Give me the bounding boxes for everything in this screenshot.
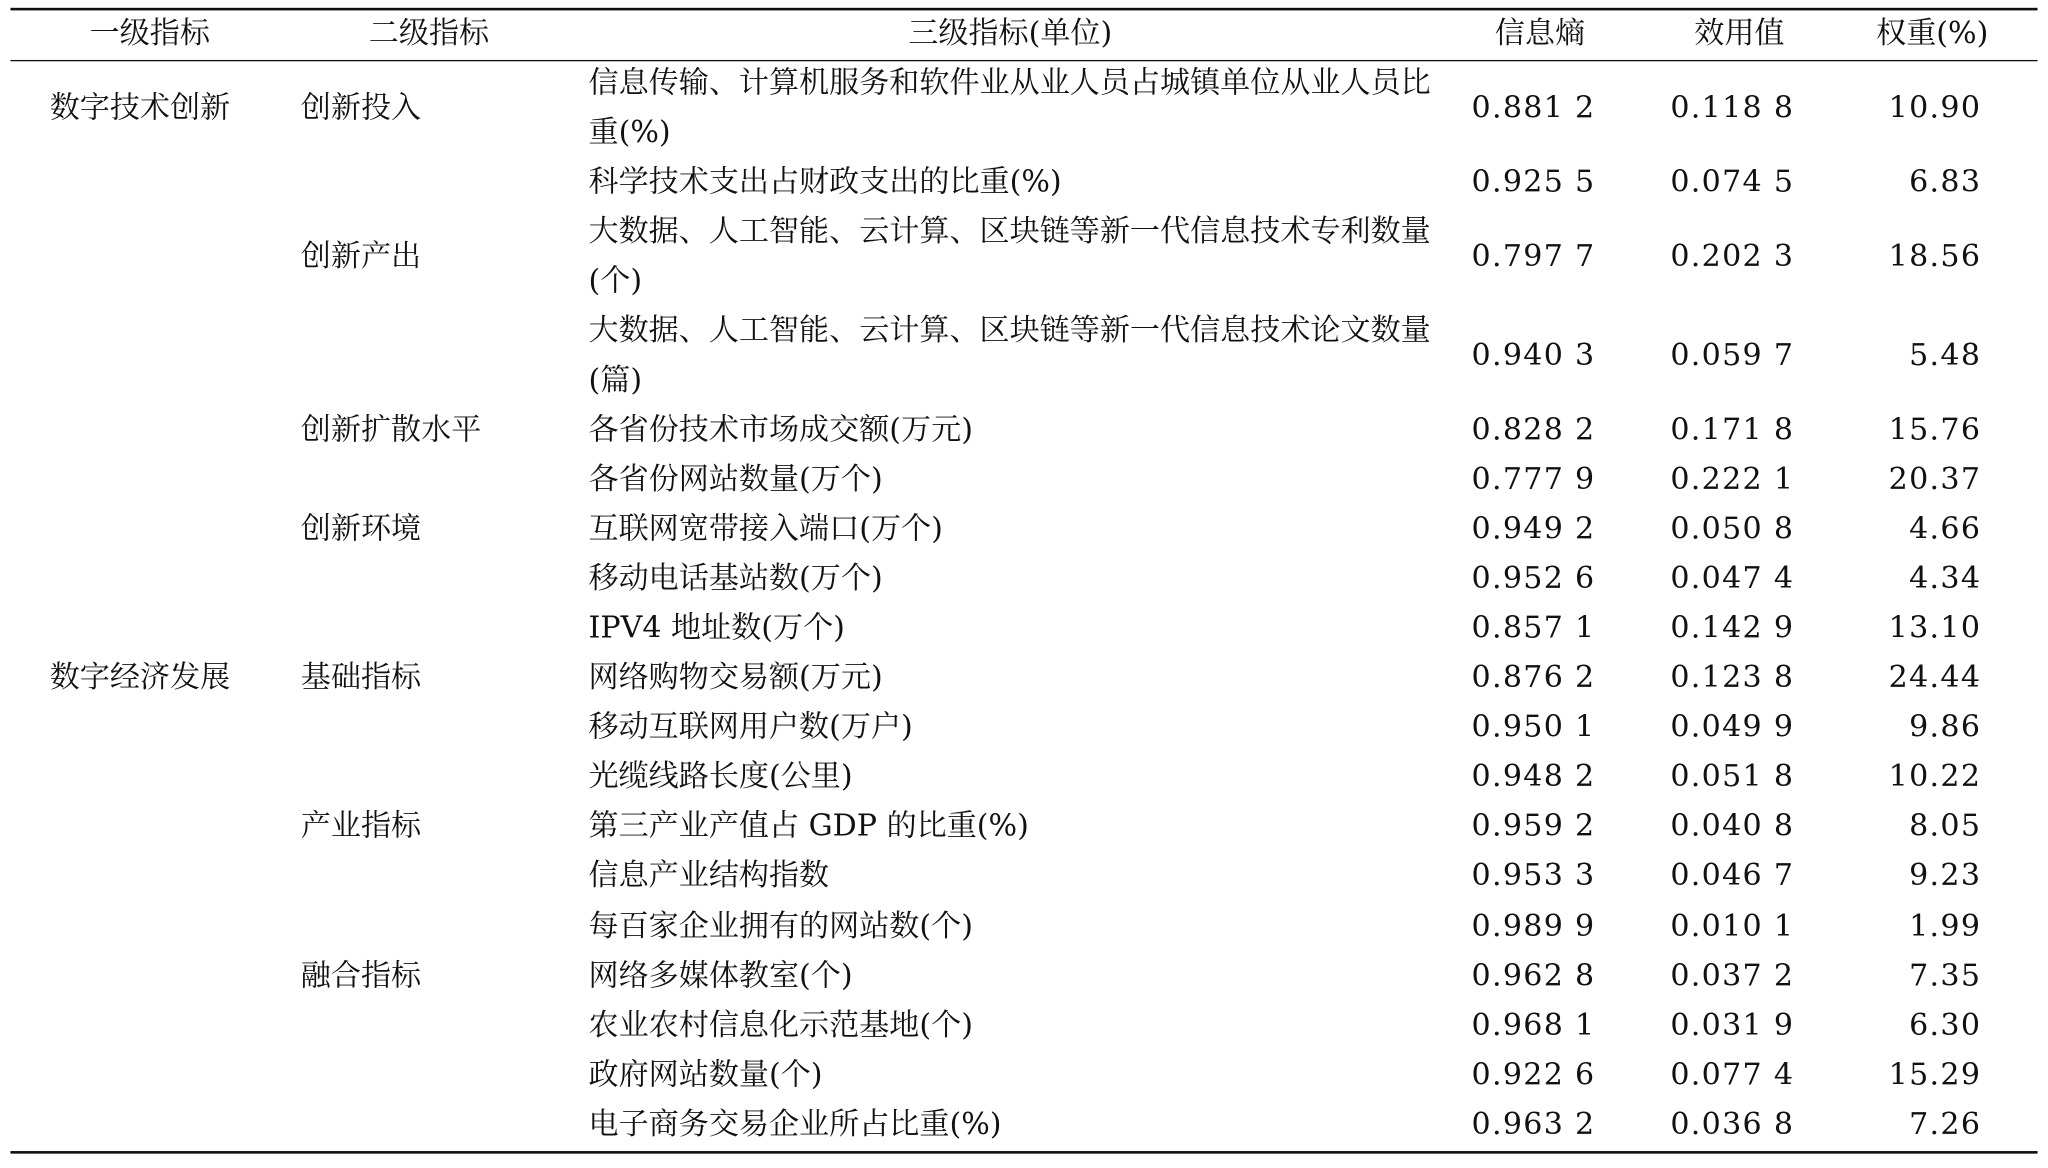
level1-digital-tech-innovation: 数字技术创新 [49,91,231,126]
utility-cell: 0.031 9 [1670,1008,1795,1043]
indicator-cell: 网络购物交易额(万元) [588,660,883,695]
utility-cell: 0.171 8 [1670,413,1795,448]
entropy-cell: 0.949 2 [1471,512,1596,547]
level2-integration-indicator: 融合指标 [300,959,422,994]
level2-basic-indicator: 基础指标 [300,660,422,695]
header-entropy: 信息熵 [1494,16,1586,51]
weight-cell: 10.22 [1888,759,1982,794]
entropy-cell: 0.950 1 [1471,710,1596,745]
weight-cell: 8.05 [1909,809,1982,844]
indicator-cell: 第三产业产值占 GDP 的比重(%) [588,809,1029,844]
bottom-rule [10,1151,2037,1154]
indicator-cell: 大数据、人工智能、云计算、区块链等新一代信息技术论文数量(篇) [588,314,1431,398]
weight-cell: 7.35 [1909,959,1982,994]
entropy-cell: 0.959 2 [1471,809,1596,844]
entropy-cell: 0.948 2 [1471,759,1596,794]
indicator-cell: 信息传输、计算机服务和软件业从业人员占城镇单位从业人员比重(%) [588,66,1431,150]
indicator-cell: IPV4 地址数(万个) [588,611,845,646]
utility-cell: 0.047 4 [1670,561,1795,596]
weight-cell: 24.44 [1888,660,1982,695]
utility-cell: 0.202 3 [1670,239,1795,274]
entropy-cell: 0.953 3 [1471,859,1596,893]
header-level3: 三级指标(单位) [908,16,1113,51]
utility-cell: 0.074 5 [1670,165,1795,200]
indicator-cell: 每百家企业拥有的网站数(个) [588,909,973,944]
weight-cell: 10.90 [1888,91,1982,126]
entropy-cell: 0.925 5 [1471,165,1596,200]
indicator-cell: 电子商务交易企业所占比重(%) [588,1108,1002,1142]
entropy-cell: 0.922 6 [1471,1058,1596,1093]
entropy-cell: 0.962 8 [1471,959,1596,994]
utility-cell: 0.050 8 [1670,512,1795,547]
entropy-cell: 0.797 7 [1471,239,1596,274]
indicator-cell: 大数据、人工智能、云计算、区块链等新一代信息技术专利数量(个) [588,215,1431,299]
weight-cell: 6.30 [1909,1008,1982,1043]
entropy-cell: 0.952 6 [1471,561,1596,596]
utility-cell: 0.010 1 [1670,909,1795,944]
entropy-cell: 0.968 1 [1471,1008,1596,1043]
header-utility: 效用值 [1694,16,1785,51]
weight-cell: 15.29 [1888,1058,1982,1093]
weight-cell: 4.34 [1909,561,1982,596]
utility-cell: 0.077 4 [1670,1058,1795,1093]
weight-cell: 15.76 [1888,413,1982,448]
header-level2: 二级指标 [368,16,490,51]
weight-cell: 4.66 [1909,512,1982,547]
indicator-cell: 各省份网站数量(万个) [588,462,883,497]
utility-cell: 0.142 9 [1670,611,1795,646]
indicator-cell: 政府网站数量(个) [588,1058,823,1093]
level2-innovation-environment: 创新环境 [300,512,422,547]
weight-cell: 6.83 [1909,165,1982,200]
entropy-cell: 0.989 9 [1471,909,1596,944]
utility-cell: 0.123 8 [1670,660,1795,695]
utility-cell: 0.049 9 [1670,710,1795,745]
entropy-cell: 0.857 1 [1471,611,1596,646]
indicator-cell: 农业农村信息化示范基地(个) [588,1008,973,1043]
weight-cell: 1.99 [1909,909,1982,944]
indicator-cell: 互联网宽带接入端口(万个) [588,512,943,547]
level2-innovation-output: 创新产出 [300,239,422,274]
indicator-cell: 各省份技术市场成交额(万元) [588,413,973,448]
indicator-cell: 光缆线路长度(公里) [588,759,853,794]
weight-cell: 9.86 [1909,710,1982,745]
utility-cell: 0.037 2 [1670,959,1795,994]
weight-cell: 9.23 [1909,859,1982,893]
utility-cell: 0.051 8 [1670,759,1795,794]
indicator-cell: 移动电话基站数(万个) [588,561,883,596]
level1-digital-economy: 数字经济发展 [49,660,231,695]
weight-cell: 20.37 [1888,462,1982,497]
utility-cell: 0.222 1 [1670,462,1795,497]
indicator-cell: 信息产业结构指数 [588,859,830,893]
indicator-cell: 移动互联网用户数(万户) [588,710,913,745]
indicator-cell: 科学技术支出占财政支出的比重(%) [588,165,1062,200]
level2-innovation-input: 创新投入 [300,91,422,126]
header-weight: 权重(%) [1876,16,1989,51]
weight-cell: 7.26 [1909,1108,1982,1142]
entropy-cell: 0.963 2 [1471,1108,1596,1142]
utility-cell: 0.036 8 [1670,1108,1795,1142]
utility-cell: 0.118 8 [1670,91,1795,126]
weight-cell: 18.56 [1888,239,1982,274]
level2-innovation-diffusion: 创新扩散水平 [300,413,482,448]
utility-cell: 0.040 8 [1670,809,1795,844]
utility-cell: 0.059 7 [1670,338,1795,373]
weight-cell: 13.10 [1888,611,1982,646]
weight-cell: 5.48 [1909,338,1982,373]
entropy-cell: 0.881 2 [1471,91,1596,126]
header-level1: 一级指标 [89,16,210,51]
utility-cell: 0.046 7 [1670,859,1795,893]
entropy-cell: 0.940 3 [1471,338,1596,373]
entropy-cell: 0.828 2 [1471,413,1596,448]
entropy-cell: 0.876 2 [1471,660,1596,695]
entropy-cell: 0.777 9 [1471,462,1596,497]
level2-industry-indicator: 产业指标 [300,809,422,844]
indicator-cell: 网络多媒体教室(个) [588,959,853,994]
